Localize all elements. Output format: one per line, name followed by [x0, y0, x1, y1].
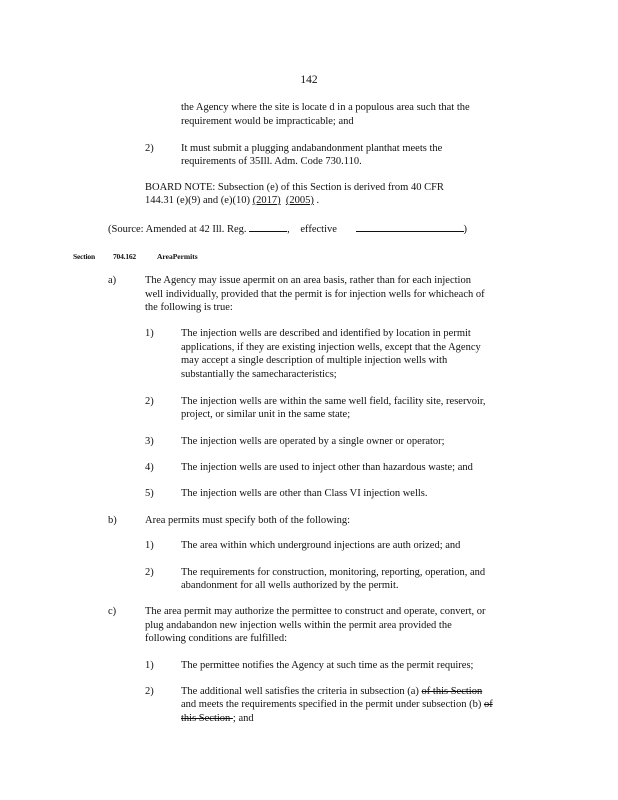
- item-number: 5): [145, 488, 154, 499]
- subsection-letter: c): [108, 606, 117, 617]
- comma: ,: [287, 224, 290, 235]
- item-number: 4): [145, 462, 154, 473]
- text-line: [145, 194, 319, 208]
- text-line: The injection wells are described and identified by location in permit: [181, 328, 471, 339]
- inserted-year: (2017): [252, 195, 281, 206]
- text-line: It must submit a plugging andabandonment planthat meets the: [181, 143, 443, 154]
- section-label: Section: [73, 252, 95, 261]
- text-line: abandonment for all wells authorized by the permit.: [181, 580, 399, 591]
- item-number: 3): [145, 436, 154, 447]
- page-number: 142: [300, 74, 318, 86]
- item-number: 1): [145, 660, 154, 671]
- text-line: plug andabandon new injection wells within the permit area provided the: [145, 620, 452, 631]
- source-note: [108, 221, 467, 237]
- text-line: The injection wells are other than Class VI injection wells.: [181, 488, 428, 499]
- text-line: Area permits must specify both of the following:: [145, 515, 351, 526]
- struck-text: of: [483, 699, 493, 710]
- item-number: 1): [145, 540, 154, 551]
- section-title: AreaPermits: [157, 252, 198, 261]
- register-page-blank: [249, 221, 287, 232]
- text-line: The injection wells are used to inject other than hazardous waste; and: [181, 462, 473, 473]
- text-line: The injection wells are within the same well field, facility site, reservoir,: [181, 396, 486, 407]
- text-line: the following is true:: [145, 302, 233, 313]
- period: .: [313, 195, 320, 206]
- text-line: The injection wells are operated by a single owner or operator;: [181, 436, 445, 447]
- item-number: 2): [145, 686, 154, 697]
- text-line: applications, if they are existing injection wells, except that the Agency: [181, 342, 481, 353]
- text-line: [181, 685, 482, 699]
- item-number: 2): [145, 567, 154, 578]
- line-text: ; and: [232, 713, 254, 724]
- text-line: the Agency where the site is locate d in a populous area such that the: [181, 102, 470, 113]
- line-text: and meets the requirements specified in the permit under subsection (b): [181, 699, 484, 710]
- section-number: 704.162: [113, 252, 136, 261]
- text-line: The area within which underground injections are auth orized; and: [181, 540, 461, 551]
- item-number: 2): [145, 396, 154, 407]
- text-line: requirement would be impracticable; and: [181, 116, 354, 127]
- text-line: [181, 698, 493, 712]
- old-year: (2005): [285, 195, 314, 206]
- subsection-letter: b): [108, 515, 117, 526]
- text-line: The permittee notifies the Agency at such time as the permit requires;: [181, 660, 474, 671]
- text-line: project, or similar unit in the same state;: [181, 409, 351, 420]
- effective-label: effective: [300, 224, 337, 235]
- text-line: The Agency may issue apermit on an area basis, rather than for each injection: [145, 275, 471, 286]
- text-line: The area permit may authorize the permittee to construct and operate, convert, or: [145, 606, 486, 617]
- text-line: well individually, provided that the permit is for injection wells for whicheach of: [145, 289, 485, 300]
- text-line: BOARD NOTE: Subsection (e) of this Section is derived from 40 CFR: [145, 182, 444, 193]
- item-number: 2): [145, 143, 154, 154]
- text-line: [181, 712, 254, 726]
- item-number: 1): [145, 328, 154, 339]
- struck-text: this Section: [181, 713, 233, 724]
- text-line: may accept a single description of multiple injection wells with: [181, 355, 448, 366]
- line-text: The additional well satisfies the criteria in subsection (a): [181, 686, 422, 697]
- text-line: The requirements for construction, monitoring, reporting, operation, and: [181, 567, 486, 578]
- close-paren: ): [463, 224, 468, 235]
- text-line: following conditions are fulfilled:: [145, 633, 288, 644]
- effective-date-blank: [356, 221, 464, 232]
- struck-text: of this Section: [421, 686, 483, 697]
- citation-text: 144.31 (e)(9) and (e)(10): [145, 195, 253, 206]
- text-line: requirements of 35Ill. Adm. Code 730.110.: [181, 156, 362, 167]
- source-prefix: (Source: Amended at 42 Ill. Reg.: [108, 224, 247, 235]
- subsection-letter: a): [108, 275, 117, 286]
- text-line: substantially the samecharacteristics;: [181, 369, 337, 380]
